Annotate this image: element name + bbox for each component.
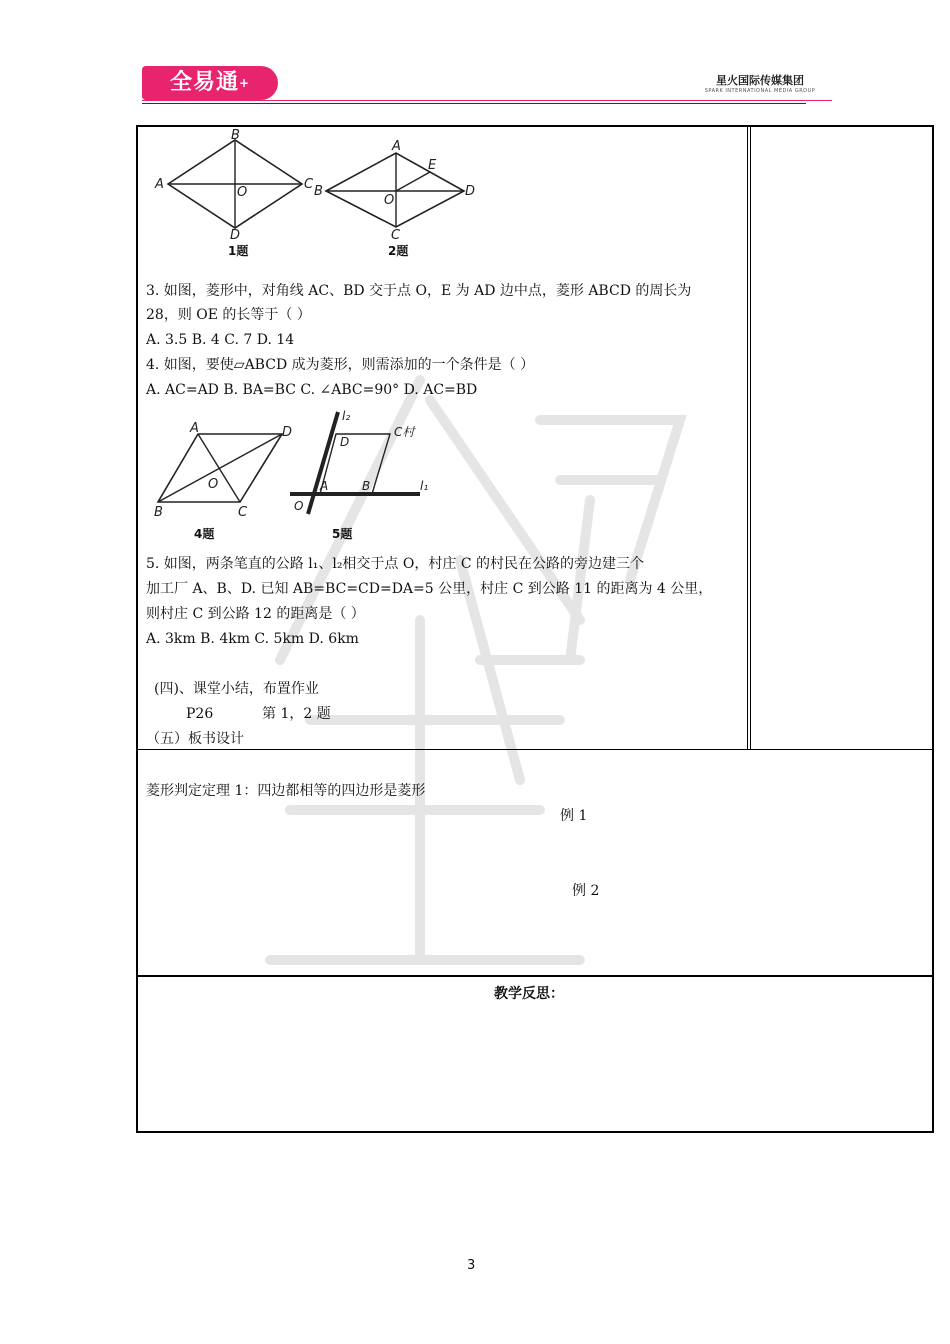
header-rule-dark	[142, 103, 806, 104]
fig1-point-a: A	[155, 177, 164, 192]
fig4-point-d: D	[282, 425, 293, 440]
fig1-point-b: B	[231, 128, 240, 143]
figure-5-caption: 5题	[332, 527, 353, 541]
fig2-point-d: D	[465, 184, 476, 199]
header-rule-pink	[142, 100, 832, 101]
example-2: 例 2	[572, 883, 600, 899]
fig4-point-a: A	[190, 421, 199, 436]
logo-text: 全易通	[169, 70, 239, 95]
figure-2-caption: 2题	[388, 244, 409, 258]
question-3-line-2: 28，则 OE 的长等于（ ）	[146, 307, 311, 323]
example-1: 例 1	[560, 808, 588, 824]
fig4-point-b: B	[154, 505, 163, 520]
rhombus-theorem: 菱形判定定理 1：四边都相等的四边形是菱形	[146, 783, 426, 799]
table-col-divider	[747, 125, 748, 750]
board-design-title: （五）板书设计	[146, 731, 244, 747]
table-right-border	[932, 125, 934, 1133]
logo-star: +	[238, 76, 251, 90]
brand-name: 星火国际传媒集团	[716, 74, 804, 87]
table-bottom-border	[136, 1131, 934, 1133]
question-5-line-3: 则村庄 C 到公路 12 的距离是（ ）	[146, 606, 365, 622]
table-top-border	[136, 125, 934, 127]
question-4-options: A. AC=AD B. BA=BC C. ∠ABC=90° D. AC=BD	[146, 382, 478, 398]
table-row-divider-2	[136, 975, 934, 977]
homework-page: P26	[186, 706, 214, 722]
fig2-point-c: C	[391, 228, 401, 243]
fig5-line-l1: l₁	[420, 479, 429, 493]
figure-4-caption: 4题	[194, 527, 215, 541]
fig4-point-o: O	[208, 477, 219, 492]
fig5-point-o: O	[294, 499, 304, 513]
question-4-line-1: 4. 如图，要使▱ABCD 成为菱形，则需添加的一个条件是（ ）	[146, 357, 535, 373]
fig5-point-a: A	[320, 479, 329, 493]
publisher-brand	[700, 72, 820, 94]
summary-title: (四)、课堂小结，布置作业	[154, 681, 319, 697]
fig4-point-c: C	[238, 505, 248, 520]
fig5-point-c-village: C村	[394, 425, 415, 439]
table-left-border	[136, 125, 138, 1133]
fig2-point-o: O	[384, 193, 395, 208]
fig2-point-b: B	[314, 184, 323, 199]
figure-5-roads	[288, 408, 438, 520]
question-3-line-1: 3. 如图，菱形中，对角线 AC、BD 交于点 O，E 为 AD 边中点，菱形 ABCD 的周长为	[146, 283, 692, 299]
fig2-point-a: A	[392, 139, 401, 154]
fig5-line-l2: l₂	[342, 409, 351, 423]
homework-items: 第 1，2 题	[262, 706, 331, 722]
fig5-point-b: B	[362, 479, 371, 493]
table-row-divider-1	[136, 749, 934, 750]
question-3-options: A. 3.5 B. 4 C. 7 D. 14	[146, 332, 295, 348]
figure-4-parallelogram	[150, 420, 300, 520]
fig1-point-c: C	[304, 177, 314, 192]
fig1-point-o: O	[237, 185, 248, 200]
reflection-title: 教学反思：	[494, 986, 564, 1002]
figure-2-rhombus	[312, 135, 477, 243]
brand-subtitle: SPARK INTERNATIONAL MEDIA GROUP	[704, 88, 816, 94]
question-5-line-1: 5. 如图，两条笔直的公路 l₁、l₂相交于点 O，村庄 C 的村民在公路的旁边建三个	[146, 556, 644, 572]
fig5-point-d: D	[340, 435, 350, 449]
fig1-point-d: D	[230, 228, 241, 240]
figure-1-caption: 1题	[228, 244, 249, 258]
figure-1-rhombus	[150, 128, 320, 240]
table-col-divider-inner	[750, 125, 751, 750]
fig2-point-e: E	[428, 158, 437, 173]
page-number: 3	[467, 1258, 476, 1273]
question-5-options: A. 3km B. 4km C. 5km D. 6km	[146, 631, 359, 647]
question-5-line-2: 加工厂 A、B、D. 已知 AB=BC=CD=DA=5 公里，村庄 C 到公路 11 的距离为 4 公里，	[146, 581, 713, 597]
brand-logo	[142, 66, 278, 100]
